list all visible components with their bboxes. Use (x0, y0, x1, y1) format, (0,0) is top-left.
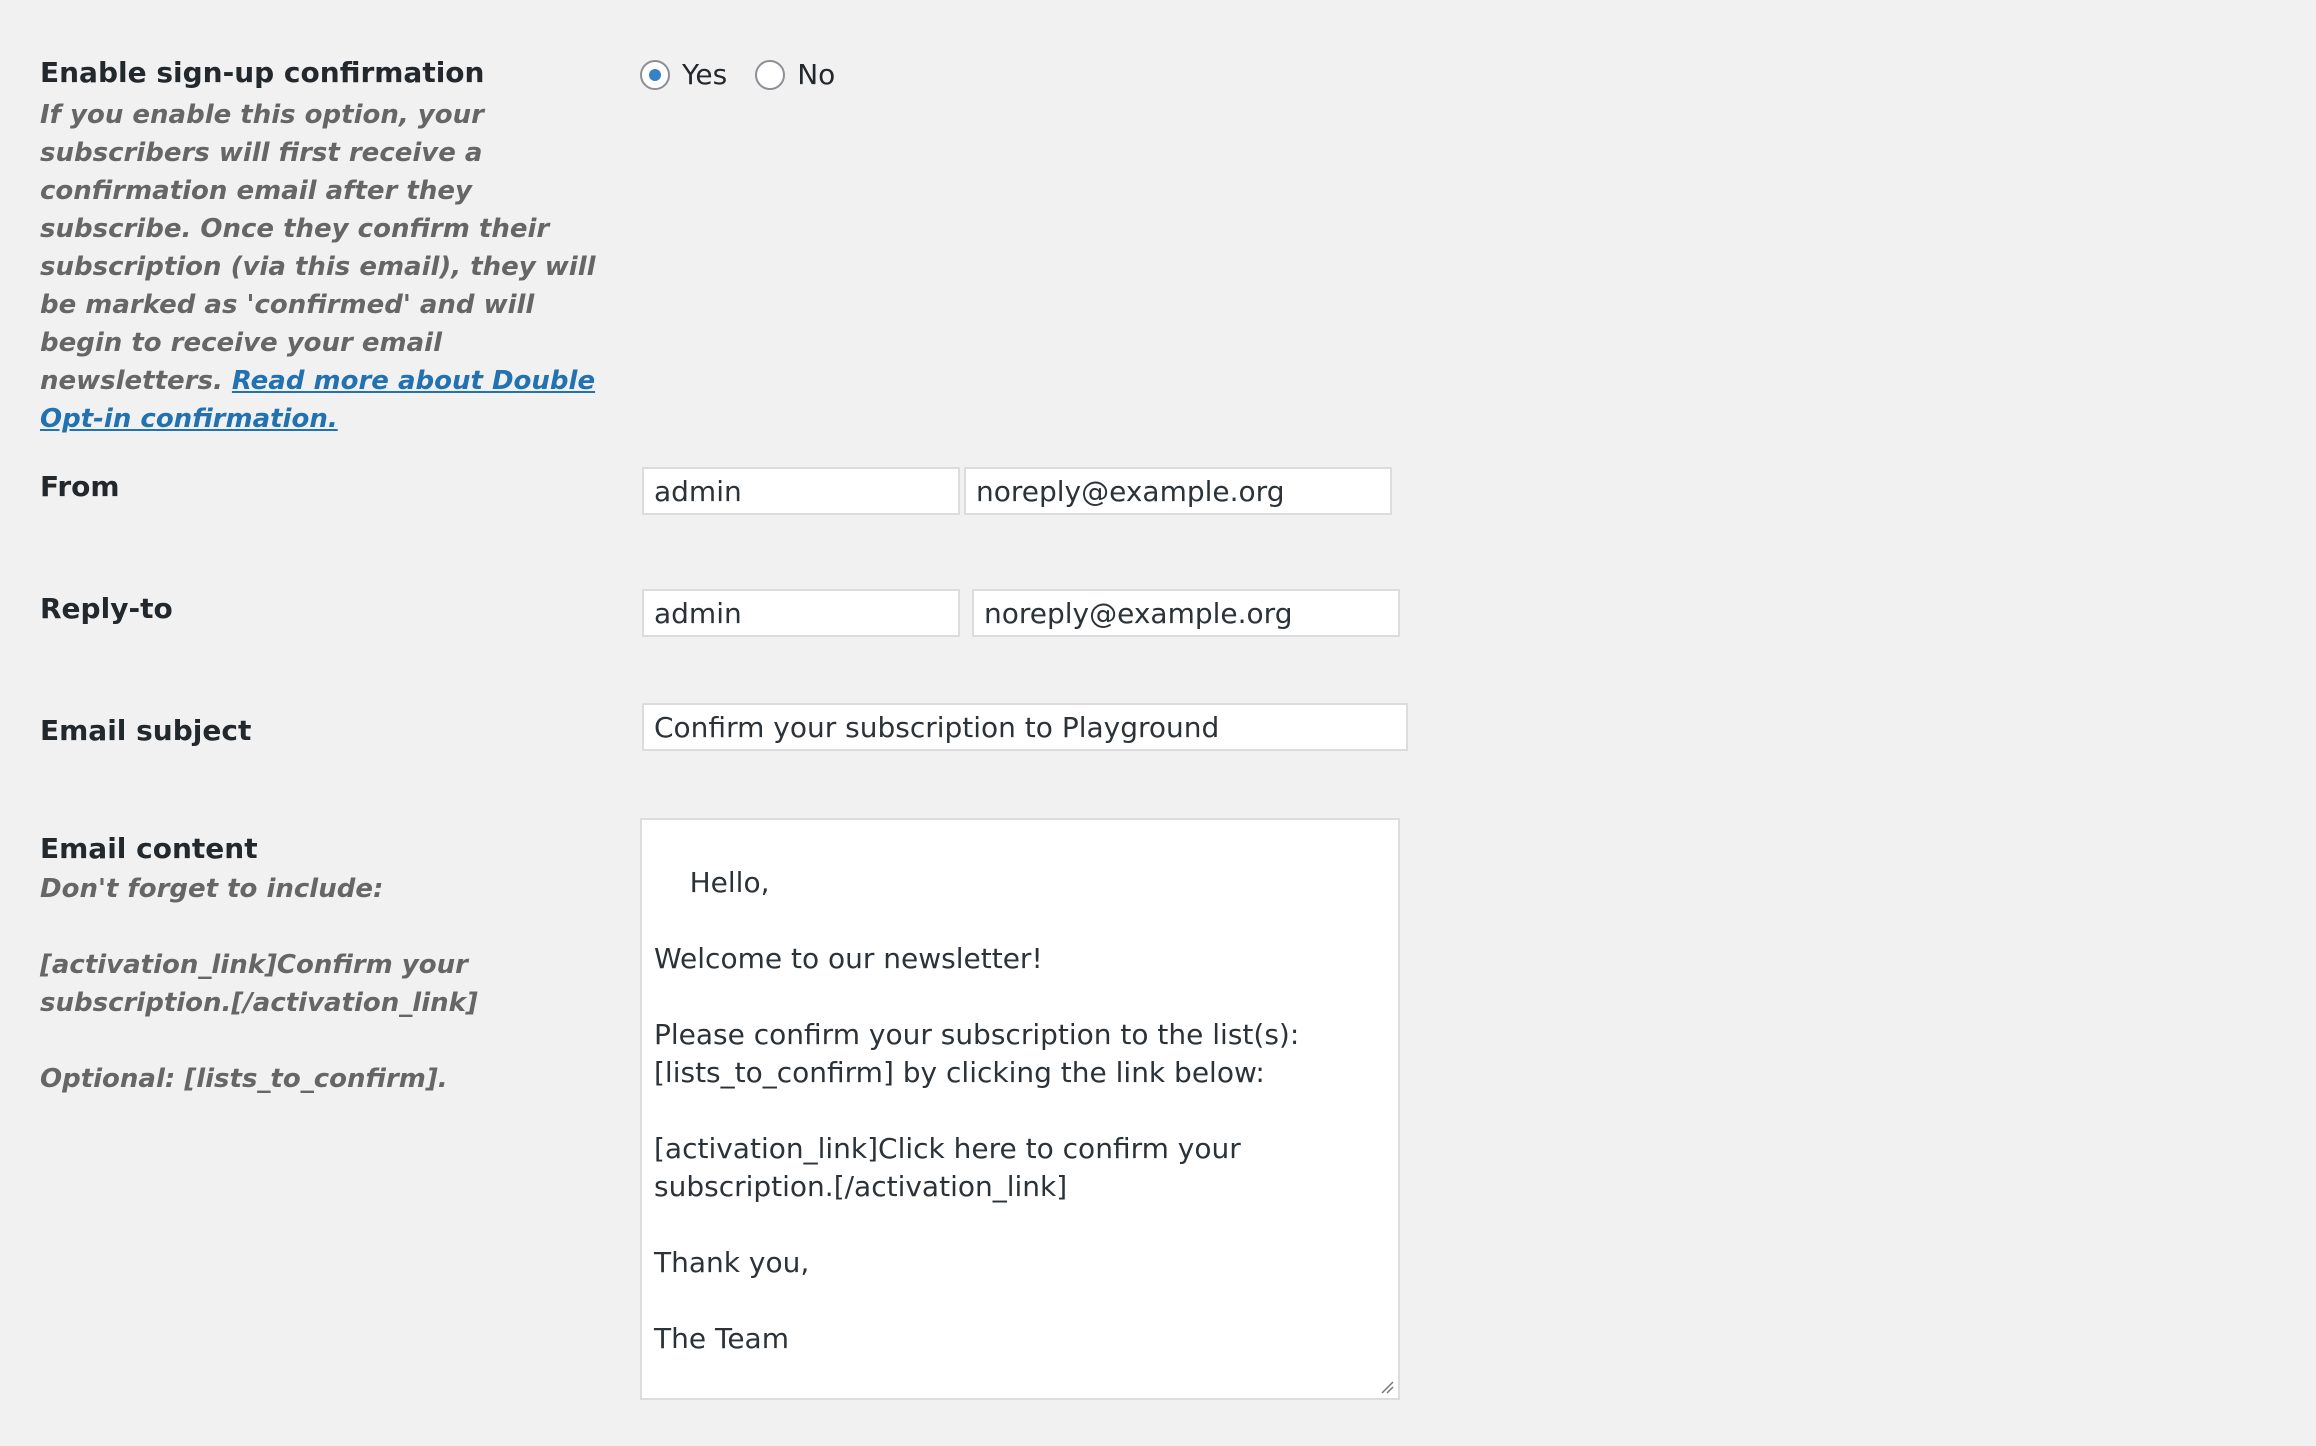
reply-to-email-input[interactable]: noreply@example.org (972, 589, 1400, 637)
from-label: From (40, 470, 120, 503)
hint-required-tag: [activation_link]Confirm your subscription.[/activation_link] (40, 950, 478, 1018)
email-subject-input[interactable]: Confirm your subscription to Playground (642, 703, 1408, 751)
radio-yes-label[interactable]: Yes (682, 58, 728, 91)
double-optin-read-more-link[interactable]: Read more about Double Opt-in confirmation. (40, 366, 596, 434)
from-name-input[interactable]: admin (642, 467, 960, 515)
radio-yes[interactable] (640, 60, 670, 90)
signup-confirmation-label: Enable sign-up confirmation (40, 56, 485, 89)
reply-to-label: Reply-to (40, 592, 173, 625)
hint-optional-tag: Optional: [lists_to_confirm]. (40, 1064, 448, 1094)
signup-confirmation-radio-group (640, 58, 863, 91)
hint-intro: Don't forget to include: (40, 874, 384, 904)
from-email-input[interactable]: noreply@example.org (964, 467, 1392, 515)
signup-confirmation-description-text: If you enable this option, your subscribers will first receive a confirmation email after they subscribe. Once they confirm their subscription (via this email), they will be marked as 'confirmed' and will begin to receive your email newsletters. (40, 100, 596, 396)
email-subject-label: Email subject (40, 714, 252, 747)
radio-no[interactable] (755, 60, 785, 90)
email-content-label: Email content (40, 832, 258, 865)
radio-checked-dot (649, 69, 661, 81)
email-content-text: Hello, Welcome to our newsletter! Please confirm your subscription to the list(s): [lists_to_confirm] by clicking the link below: [activation_link]Click here to confirm your subscription.[/activation_link] Thank you, The Team (654, 866, 1300, 1355)
radio-no-label[interactable]: No (797, 58, 836, 91)
resize-handle-icon[interactable] (1378, 1378, 1394, 1394)
signup-confirmation-description (40, 96, 600, 438)
email-content-textarea[interactable] (640, 818, 1400, 1400)
email-content-hint (40, 870, 600, 1098)
reply-to-name-input[interactable]: admin (642, 589, 960, 637)
